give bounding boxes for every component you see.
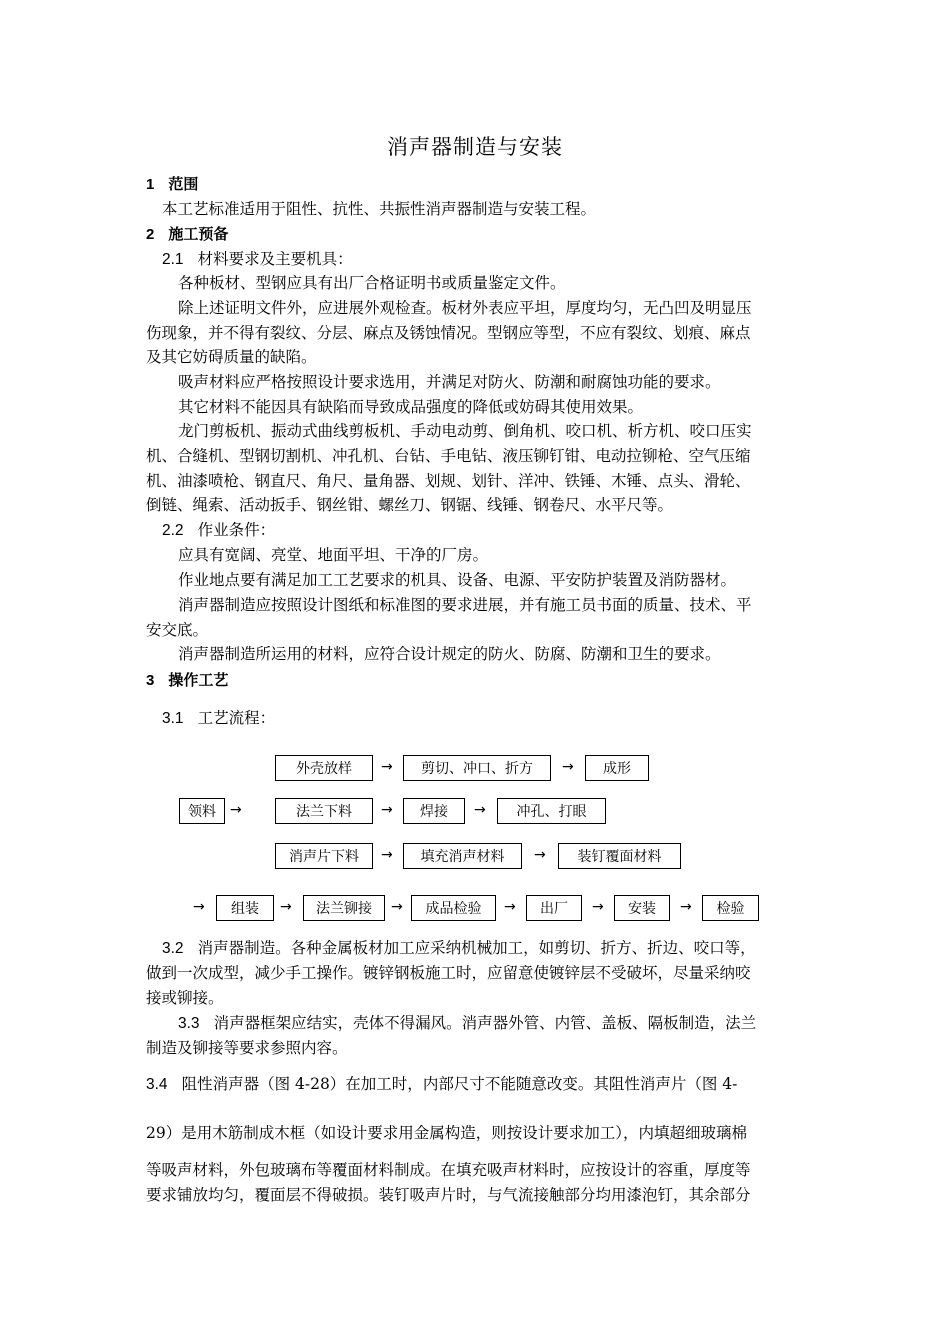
section-3-4-line: 等吸声材料，外包玻璃布等覆面材料制成。在填充吸声材料时，应按设计的容重，厚度等 (146, 1161, 751, 1179)
page-title: 消声器制造与安装 (387, 135, 563, 159)
flow-arrow: → (381, 759, 393, 775)
flow-arrow: → (474, 802, 486, 818)
section-3-1-heading: 3.1 工艺流程： (162, 709, 276, 727)
flow-arrow: → (680, 899, 692, 915)
section-3-3-line: 3.3 消声器框架应结实，壳体不得漏风。消声器外管、内管、盖板、隔板制造，法兰 (178, 1014, 757, 1032)
inspection-paragraph-line: 伤现象，并不得有裂纹、分层、麻点及锈蚀情况。型钢应等型，不应有裂纹、划痕、麻点 (146, 324, 751, 342)
flow-step: 法兰下料 (275, 798, 373, 824)
tools-paragraph-line: 机、油漆喷枪、钢直尺、角尺、量角器、划规、划针、洋冲、铁锤、木锤、点头、滑轮、 (146, 472, 751, 490)
drawings-paragraph-line: 消声器制造应按照设计图纸和标准图的要求进展，并有施工员书面的质量、技术、平 (178, 596, 752, 614)
section-3-2-line: 做到一次成型，减少手工操作。镀锌钢板施工时，应留意使镀锌层不受破坏，尽量采纳咬 (146, 964, 751, 982)
materials-certificate-paragraph: 各种板材、型钢应具有出厂合格证明书或质量鉴定文件。 (178, 274, 566, 292)
section-2-1-heading: 2.1 材料要求及主要机具： (162, 250, 353, 268)
flow-step: 检验 (702, 895, 759, 921)
flow-arrow: → (562, 759, 574, 775)
flow-step: 外壳放样 (275, 755, 373, 781)
flow-arrow: → (391, 899, 403, 915)
materials-requirements-paragraph: 消声器制造所运用的材料，应符合设计规定的防火、防腐、防潮和卫生的要求。 (178, 645, 721, 663)
worksite-paragraph: 作业地点要有满足加工工艺要求的机具、设备、电源、平安防护装置及消防器材。 (178, 571, 737, 589)
inspection-paragraph-line: 及其它妨碍质量的缺陷。 (146, 348, 317, 366)
flow-step: 填充消声材料 (403, 843, 522, 869)
flow-arrow: → (280, 899, 292, 915)
acoustic-material-paragraph: 吸声材料应严格按照设计要求选用，并满足对防火、防潮和耐腐蚀功能的要求。 (178, 373, 721, 391)
flow-arrow: → (381, 847, 393, 863)
flow-step: 消声片下料 (275, 843, 373, 869)
section-3-2-line: 接或铆接。 (146, 989, 224, 1007)
flow-step: 剪切、冲口、折方 (403, 755, 551, 781)
flow-step: 冲孔、打眼 (497, 798, 606, 824)
section-3-3-line: 制造及铆接等要求参照内容。 (146, 1039, 348, 1057)
flow-arrow: → (592, 899, 604, 915)
flow-arrow: → (230, 802, 242, 818)
flow-arrow: → (534, 847, 546, 863)
flow-step: 出厂 (526, 895, 582, 921)
flow-step: 安装 (614, 895, 670, 921)
section-3-4-line: 3.4 阻性消声器（图 4-28）在加工时，内部尺寸不能随意改变。其阻性消声片（图 4- (146, 1075, 738, 1093)
section-3-2-line: 3.2 消声器制造。各种金属板材加工应采纳机械加工，如剪切、折方、折边、咬口等， (162, 939, 756, 957)
flow-step: 装钉覆面材料 (558, 843, 681, 869)
flow-arrow: → (381, 802, 393, 818)
flow-arrow: → (193, 899, 205, 915)
flow-step: 成品检验 (411, 895, 496, 921)
scope-paragraph: 本工艺标准适用于阻性、抗性、共振性消声器制造与安装工程。 (162, 200, 597, 218)
section-1-heading: 1 范围 (146, 175, 199, 193)
section-3-heading: 3 操作工艺 (146, 671, 229, 689)
flow-step: 焊接 (403, 798, 465, 824)
flow-arrow: → (504, 899, 516, 915)
drawings-paragraph-line: 安交底。 (146, 621, 209, 639)
flow-step: 成形 (585, 755, 649, 781)
section-2-2-heading: 2.2 作业条件： (162, 521, 276, 539)
tools-paragraph-line: 倒链、绳索、活动扳手、钢丝钳、螺丝刀、钢锯、线锤、钢卷尺、水平尺等。 (146, 496, 674, 514)
section-3-4-line: 29）是用木筋制成木框（如设计要求用金属构造，则按设计要求加工），内填超细玻璃棉 (146, 1124, 747, 1142)
flow-step: 组装 (216, 895, 274, 921)
tools-paragraph-line: 龙门剪板机、振动式曲线剪板机、手动电动剪、倒角机、咬口机、析方机、咬口压实 (178, 422, 752, 440)
flow-start: 领料 (179, 798, 225, 824)
section-2-heading: 2 施工预备 (146, 225, 229, 243)
section-3-4-line: 要求铺放均匀，覆面层不得破损。装钉吸声片时，与气流接触部分均用漆泡钉，其余部分 (146, 1186, 751, 1204)
other-material-paragraph: 其它材料不能因具有缺陷而导致成品强度的降低或妨碍其使用效果。 (178, 398, 644, 416)
workshop-paragraph: 应具有宽阔、亮堂、地面平坦、干净的厂房。 (178, 546, 489, 564)
flow-step: 法兰铆接 (303, 895, 385, 921)
tools-paragraph-line: 机、合缝机、型钢切割机、冲孔机、台钻、手电钻、液压铆钉钳、电动拉铆枪、空气压缩 (146, 447, 751, 465)
inspection-paragraph-line: 除上述证明文件外，应进展外观检查。板材外表应平坦，厚度均匀，无凸凹及明显压 (178, 299, 752, 317)
